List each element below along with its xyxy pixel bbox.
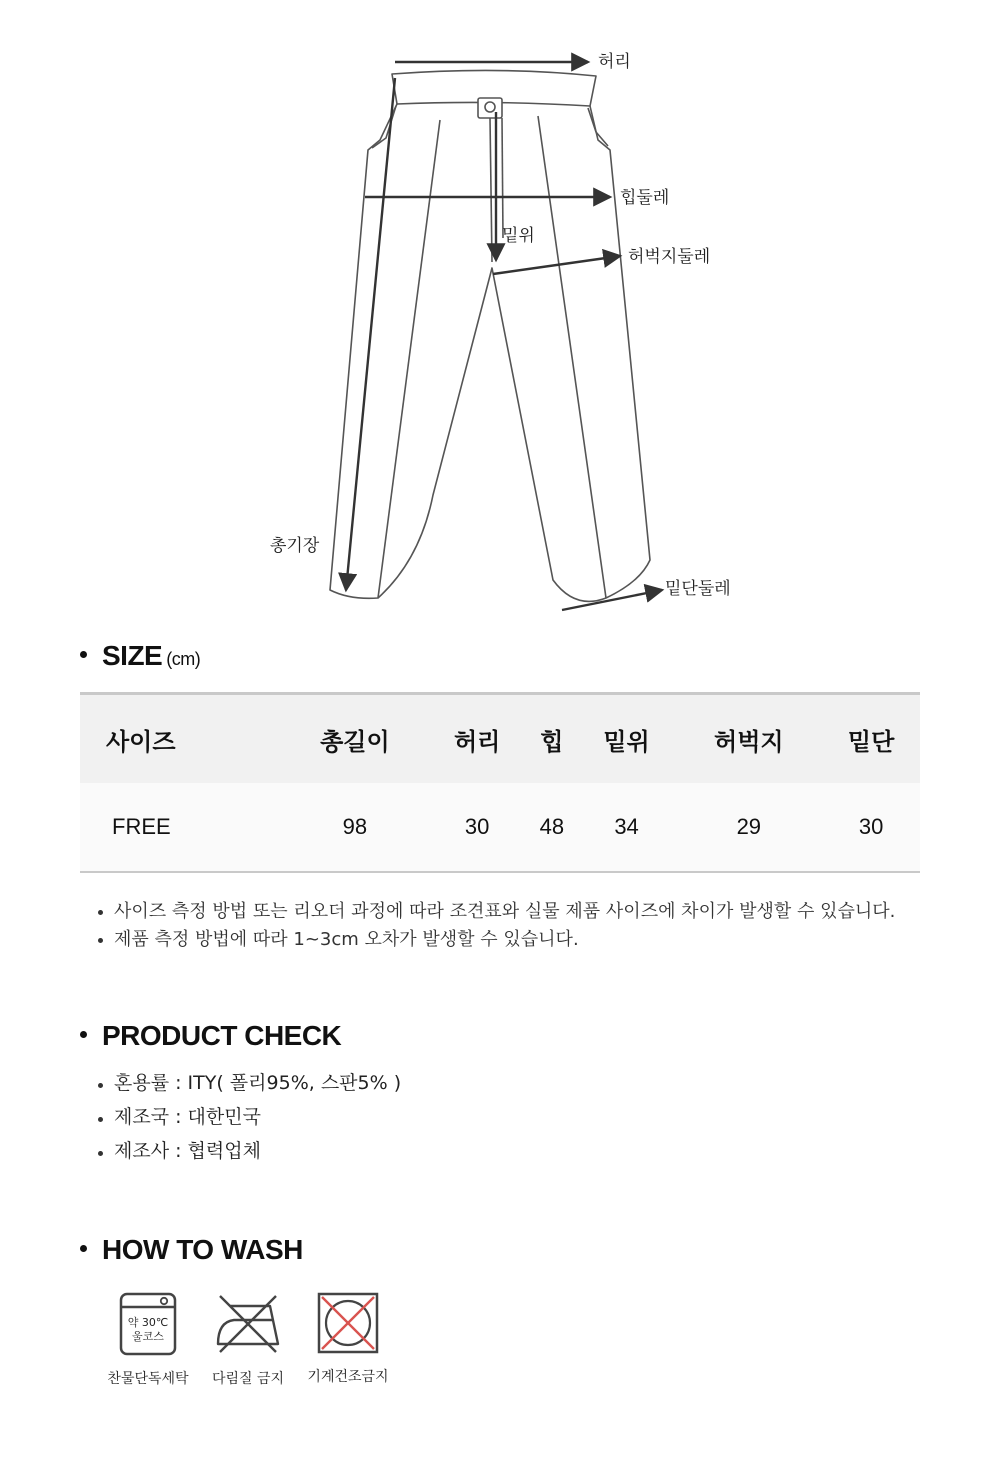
table-cell: 34 [578, 783, 676, 872]
size-notes [98, 898, 895, 954]
table-header-cell: 밑단 [822, 694, 920, 784]
no-tumble-dry-icon [317, 1292, 379, 1354]
hip-label: 힙둘레 [620, 188, 670, 208]
bullet-icon [80, 1245, 87, 1252]
wash-course-text: 울코스 [132, 1330, 164, 1343]
list-item: 사이즈 측정 방법 또는 리오더 과정에 따라 조견표와 실물 제품 사이즈에 차이가 발생할 수 있습니다. [98, 898, 895, 926]
table-header-cell: 허리 [428, 694, 526, 784]
wash-item [193, 1292, 303, 1388]
rise-label: 밑위 [502, 226, 535, 246]
product-info-list [98, 1068, 401, 1170]
table-header-cell: 밑위 [578, 694, 676, 784]
size-title-text: SIZE [102, 640, 163, 671]
bullet-icon [80, 651, 87, 658]
list-item: 제조국 : 대한민국 [98, 1102, 401, 1136]
table-header-cell: 사이즈 [80, 694, 282, 784]
table-header-cell: 힙 [526, 694, 578, 784]
table-cell: 29 [675, 783, 822, 872]
table-row [80, 783, 920, 872]
size-table [80, 692, 920, 873]
wash-label: 기계건조금지 [307, 1369, 389, 1385]
pants-outline [330, 70, 650, 601]
wash-label: 찬물단독세탁 [107, 1371, 189, 1387]
total-length-label: 총기장 [270, 536, 320, 556]
list-item: 혼용률 : ITY( 폴리95%, 스판5% ) [98, 1068, 401, 1102]
product-section-title [80, 1020, 341, 1052]
hem-label: 밑단둘레 [665, 579, 731, 599]
list-item: 제품 측정 방법에 따라 1~3cm 오차가 발생할 수 있습니다. [98, 926, 895, 954]
table-cell: 98 [282, 783, 429, 872]
bullet-icon [80, 1031, 87, 1038]
wash-label: 다림질 금지 [211, 1371, 285, 1387]
table-cell: FREE [80, 783, 282, 872]
thigh-label: 허벅지둘레 [628, 247, 711, 267]
no-ironing-icon [212, 1292, 284, 1356]
wash-section-title [80, 1234, 303, 1266]
wash-item [293, 1292, 403, 1386]
list-item: 제조사 : 협력업체 [98, 1136, 401, 1170]
table-cell: 30 [428, 783, 526, 872]
hand-wash-30-icon [119, 1292, 177, 1356]
table-cell: 48 [526, 783, 578, 872]
measurement-arrows [346, 62, 662, 610]
wash-title-text: HOW TO WASH [102, 1234, 303, 1265]
size-section-title [80, 640, 200, 672]
size-unit: (cm) [166, 649, 201, 669]
pants-measurement-diagram [0, 0, 1000, 630]
wash-item [93, 1292, 203, 1388]
table-cell: 30 [822, 783, 920, 872]
wash-temp-text: 약 30℃ [127, 1316, 169, 1329]
product-title-text: PRODUCT CHECK [102, 1020, 342, 1051]
table-header-cell: 허벅지 [675, 694, 822, 784]
table-header-cell: 총길이 [282, 694, 429, 784]
table-header-row [80, 694, 920, 784]
waist-label: 허리 [598, 52, 631, 72]
